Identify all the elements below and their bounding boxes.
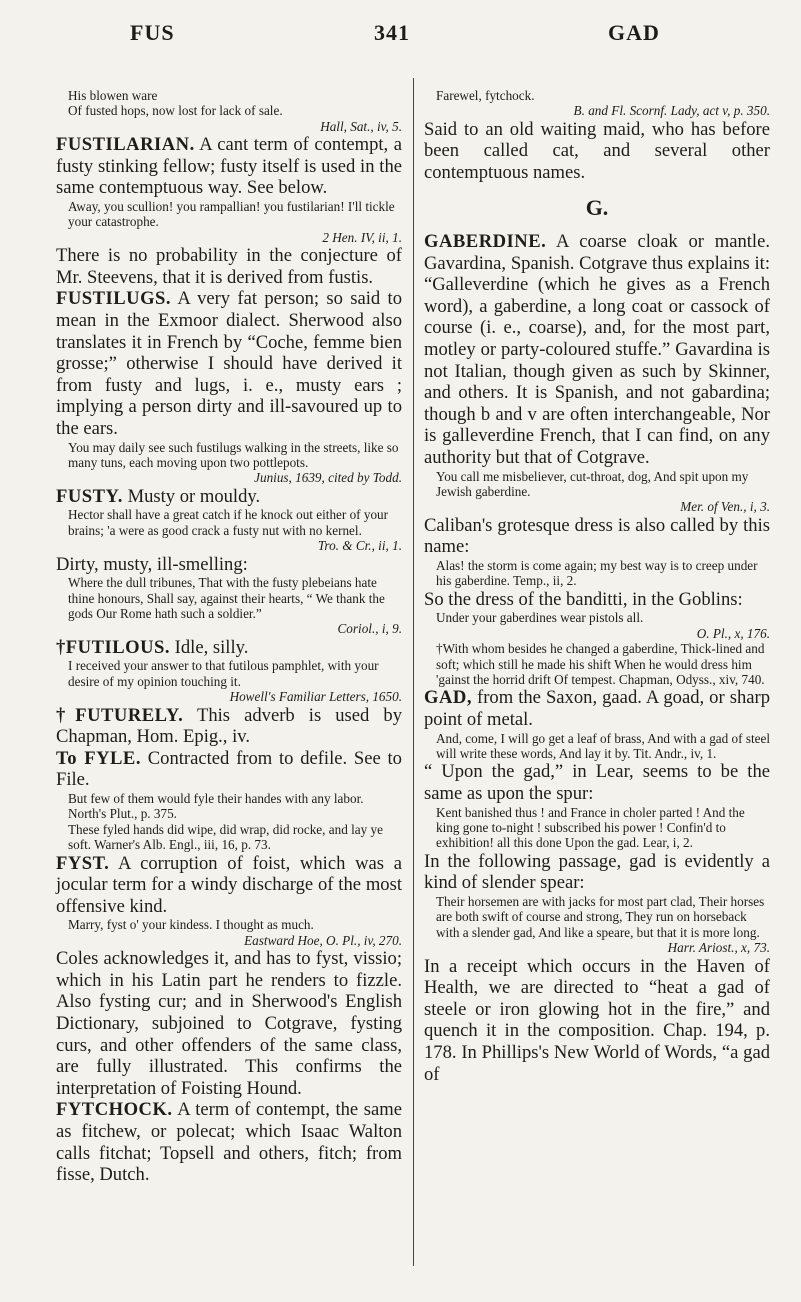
definition-text: This adverb is used by Chapman, Hom. Epig., iv. (56, 704, 402, 748)
quotation: Their horsemen are with jacks for most part clad, Their horses are both swift of course and strong, They run on horseback with a slender gad, And like a speare, but that it is more long. (436, 894, 765, 940)
citation: O. Pl., x, 176. (696, 625, 770, 641)
definition-text: Musty or mouldy. (127, 485, 261, 507)
quotation: Of fusted hops, now lost for lack of sale. (68, 103, 283, 119)
citation: Howell's Familiar Letters, 1650. (229, 689, 402, 705)
quotation: Kent banished thus ! and France in choler parted ! And the king gone to-night ! subscribed his power ! Confin'd to exhibition! all this done Upon the gad. Lear, i, 2. (436, 804, 745, 851)
definition-text: Idle, silly. (174, 636, 249, 658)
citation: Junius, 1639, cited by Todd. (254, 470, 402, 486)
headword: GABERDINE. (424, 231, 547, 253)
definition-text: A very fat person; so said to mean in the Exmoor dialect. Sherwood also translates it in French by “Coche, femme bien grosse;” otherwise I should have derived it from fusty and lugs, i. e., musty ears ; implying a person dirty and ill-savoured up to the ears. (56, 288, 402, 439)
citation: Coriol., i, 9. (337, 621, 402, 637)
quotation: Farewel, fytchock. (436, 88, 535, 103)
definition-text: A cant term of contempt, a fusty stinking fellow; fusty itself is used in the same contemptuous way. See below. (56, 134, 402, 199)
right-column (424, 88, 770, 1085)
section-letter: G. (585, 194, 609, 220)
quotation: These fyled hands did wipe, did wrap, did rocke, and lay ye soft. Warner's Alb. Engl., iii, 16, p. 73. (68, 821, 383, 853)
header-left-guideword: FUS (130, 20, 175, 45)
quotation: His blowen ware (68, 88, 158, 103)
citation: Tro. & Cr., ii, 1. (317, 538, 402, 554)
definition-text: Contracted from to defile. See to File. (56, 747, 402, 791)
citation: Hall, Sat., iv, 5. (320, 118, 402, 134)
quotation: Where the dull tribunes, That with the fusty plebeians hate thine honours, Shall say, against their hearts, “ We thank the gods Our Rome hath such a soldier.” (68, 575, 385, 621)
dictionary-entry (56, 853, 402, 918)
quotation: †With whom besides he changed a gaberdine, Thick-lined and soft; which still he made his shift When he would dress him 'gainst the horrid drift Of tempest. Chapman, Odyss., xiv, 740. (436, 641, 765, 688)
quotation: But few of them would fyle their handes with any labor. North's Plut., p. 375. (68, 791, 364, 822)
citation: B. and Fl. Scornf. Lady, act v, p. 350. (573, 103, 770, 119)
body-text: Caliban's grotesque dress is also called by this name: (424, 514, 770, 558)
page-header (0, 0, 801, 60)
headword: FUSTY. (56, 485, 123, 507)
body-text: Dirty, musty, ill-smelling: (56, 553, 248, 575)
page-number: 341 (374, 20, 410, 45)
dictionary-entry (56, 1099, 402, 1185)
definition-text: A corruption of foist, which was a jocular term for a windy discharge of the most offensive kind. (56, 852, 402, 917)
definition-text: from the Saxon, gaad. A goad, or sharp point of metal. (424, 687, 770, 731)
headword: GAD, (424, 687, 472, 709)
dictionary-entry (56, 288, 402, 439)
citation: 2 Hen. IV, ii, 1. (322, 229, 402, 245)
quotation: You may daily see such fustilugs walking in the streets, like so many tuns, each moving upon two pottlepots. (68, 439, 399, 470)
citation: Eastward Hoe, O. Pl., iv, 270. (244, 932, 402, 948)
headword: FYTCHOCK. (56, 1099, 173, 1121)
quotation: You call me misbeliever, cut-throat, dog, And spit upon my Jewish gaberdine. (436, 468, 749, 500)
body-text: Said to an old waiting maid, who has before been called cat, and several other contemptuous names. (424, 118, 770, 183)
definition-text: A coarse cloak or mantle. Gavardina, Spanish. Cotgrave thus explains it: “Galleverdine (which he gives as a French word), a gaberdine, a long coat or cassock of course (i. e., coarse), and, for the most part, motley or party-coloured stuffe.” Gavardina is not Italian, though given as such by Skinner, and others. It is Spanish, and not gabardina; though b and v are often interchangeable, Nor is galleverdine French, that I can find, on any authority but that of Cotgrave. (424, 231, 770, 469)
body-text: In a receipt which occurs in the Haven of Health, we are directed to “heat a gad of steele or iron glowing hot in the fire,” and quench it in the composition. Chap. 194, p. 178. In Phillips's New World of Words, “a gad of (424, 955, 770, 1085)
quotation: Hector shall have a great catch if he knock out either of your brains; 'a were as good crack a fusty nut with no kernel. (68, 507, 389, 538)
body-text: Coles acknowledges it, and has to fyst, vissio; which in his Latin part he renders to fizzle. Also fysting cur; and in Sherwood's English Dictionary, subjoined to Cotgrave, fysting curs, and other offenders of the same class, are fully illustrated. This confirms the interpretation of Foisting Hound. (56, 948, 402, 1099)
dictionary-entry (56, 705, 402, 748)
left-column (56, 88, 402, 1186)
quotation: Alas! the storm is come again; my best way is to creep under his gaberdine. Temp., ii, 2. (436, 558, 758, 589)
dictionary-entry (56, 486, 402, 508)
citation: Harr. Ariost., x, 73. (667, 940, 770, 956)
headword: FUSTILUGS. (56, 288, 172, 310)
column-divider (413, 78, 414, 1266)
quotation: Marry, fyst o' your kindess. I thought as much. (68, 917, 314, 933)
headword: †FUTURELY. (56, 704, 184, 726)
dictionary-entry (56, 637, 402, 659)
headword: FYST. (56, 852, 110, 874)
citation: Mer. of Ven., i, 3. (680, 499, 770, 515)
body-text: So the dress of the banditti, in the Goblins: (424, 588, 743, 610)
dictionary-entry (424, 687, 770, 730)
headword: FUSTILARIAN. (56, 134, 195, 156)
headword: To FYLE. (56, 747, 141, 769)
quotation: And, come, I will go get a leaf of brass, And with a gad of steel will write these words, And lay it by. Tit. Andr., iv, 1. (436, 730, 770, 762)
body-text: “ Upon the gad,” in Lear, seems to be the same as upon the spur: (424, 761, 770, 805)
dictionary-entry (56, 134, 402, 199)
header-right-guideword: GAD (608, 20, 660, 45)
definition-text: A term of contempt, the same as fitchew, or polecat; which Isaac Walton calls fitchat; Topsell and others, fitch; from fisse, Dutch. (56, 1099, 402, 1186)
dictionary-entry (424, 231, 770, 469)
body-text: In the following passage, gad is evidently a kind of slender spear: (424, 850, 770, 894)
dictionary-entry (56, 748, 402, 791)
quotation: Under your gaberdines wear pistols all. (436, 610, 644, 626)
headword: †FUTILOUS. (56, 636, 171, 658)
quotation: I received your answer to that futilous pamphlet, with your desire of my opinion touching it. (68, 658, 379, 689)
body-text: There is no probability in the conjecture of Mr. Steevens, that it is derived from fustis. (56, 245, 402, 288)
quotation: Away, you scullion! you rampallian! you fustilarian! I'll tickle your catastrophe. (68, 199, 395, 230)
